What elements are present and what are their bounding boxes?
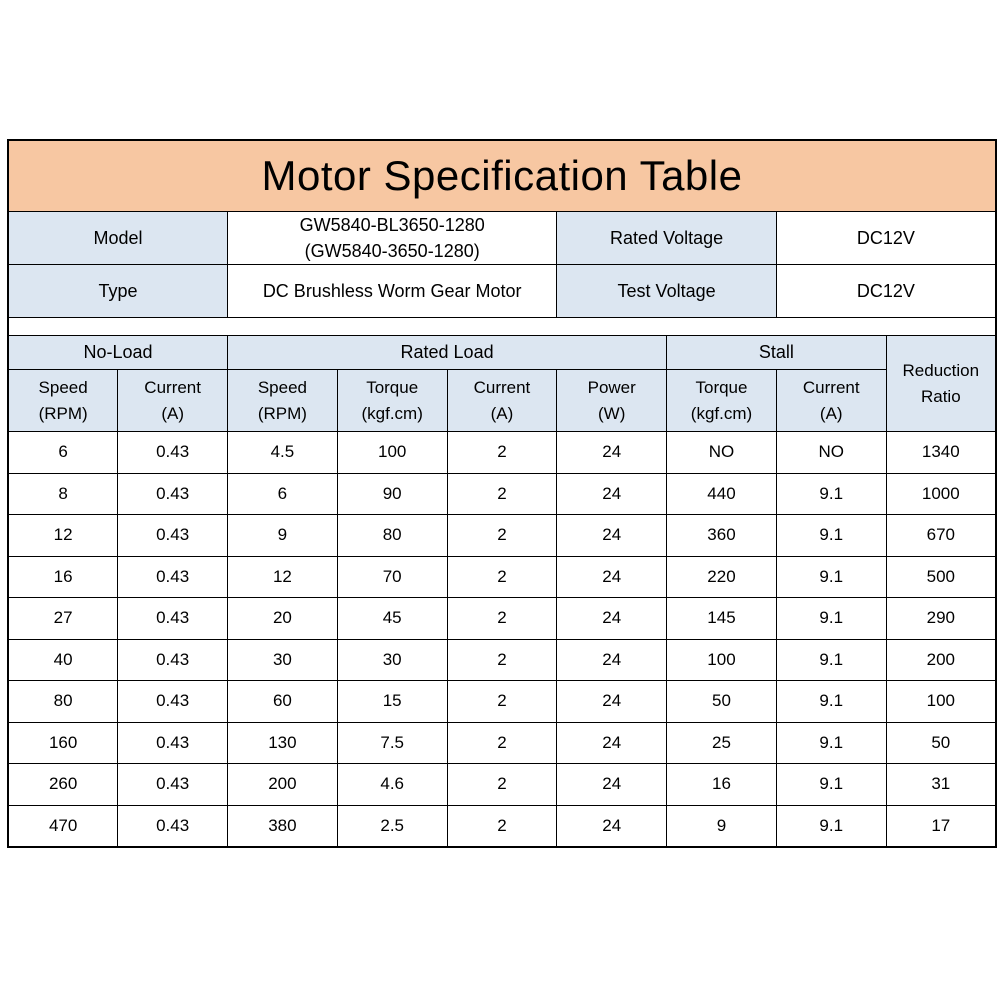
cell: 200 [228, 764, 338, 806]
cell: 9.1 [776, 473, 886, 515]
cell: 27 [8, 598, 118, 640]
cell: NO [776, 432, 886, 474]
cell: 220 [667, 556, 777, 598]
cell: 380 [228, 805, 338, 847]
cell: 24 [557, 473, 667, 515]
cell: 360 [667, 515, 777, 557]
type-label: Type [8, 265, 228, 318]
cell: 145 [667, 598, 777, 640]
cell: 24 [557, 598, 667, 640]
cell: 17 [886, 805, 996, 847]
cell: 31 [886, 764, 996, 806]
cell: 200 [886, 639, 996, 681]
column-header-7: Current (A) [776, 370, 886, 432]
cell: 260 [8, 764, 118, 806]
cell: 0.43 [118, 805, 228, 847]
table-row [8, 722, 996, 764]
cell: 670 [886, 515, 996, 557]
cell: 2 [447, 722, 557, 764]
cell: 9.1 [776, 805, 886, 847]
cell: 70 [337, 556, 447, 598]
cell: 100 [337, 432, 447, 474]
group-header-rated-load: Rated Load [228, 336, 667, 370]
table-row [8, 473, 996, 515]
model-value-line2: (GW5840-3650-1280) [304, 241, 480, 262]
test-voltage-label: Test Voltage [557, 265, 777, 318]
cell: 60 [228, 681, 338, 723]
cell: 2 [447, 515, 557, 557]
cell: 9.1 [776, 598, 886, 640]
table-row [8, 681, 996, 723]
motor-spec-table [7, 139, 997, 848]
cell: 2 [447, 473, 557, 515]
cell: 160 [8, 722, 118, 764]
cell: 500 [886, 556, 996, 598]
cell: 130 [228, 722, 338, 764]
rated-voltage-label: Rated Voltage [557, 212, 777, 265]
cell: 0.43 [118, 764, 228, 806]
cell: 80 [8, 681, 118, 723]
cell: 2 [447, 764, 557, 806]
cell: 24 [557, 639, 667, 681]
cell: 100 [667, 639, 777, 681]
table-row [8, 556, 996, 598]
cell: 12 [8, 515, 118, 557]
cell: 2 [447, 639, 557, 681]
column-header-3: Torque (kgf.cm) [337, 370, 447, 432]
cell: 0.43 [118, 598, 228, 640]
cell: 24 [557, 764, 667, 806]
cell: 2 [447, 681, 557, 723]
table-row [8, 598, 996, 640]
cell: 0.43 [118, 556, 228, 598]
model-label: Model [8, 212, 228, 265]
cell: 2.5 [337, 805, 447, 847]
cell: 50 [667, 681, 777, 723]
table-row [8, 764, 996, 806]
table-row [8, 515, 996, 557]
column-header-0: Speed (RPM) [8, 370, 118, 432]
cell: 290 [886, 598, 996, 640]
cell: 0.43 [118, 432, 228, 474]
cell: 4.5 [228, 432, 338, 474]
cell: 7.5 [337, 722, 447, 764]
cell: 24 [557, 805, 667, 847]
column-header-2: Speed (RPM) [228, 370, 338, 432]
cell: 9.1 [776, 515, 886, 557]
table-row [8, 639, 996, 681]
cell: 6 [228, 473, 338, 515]
cell: 45 [337, 598, 447, 640]
cell: 24 [557, 722, 667, 764]
cell: 24 [557, 432, 667, 474]
cell: 80 [337, 515, 447, 557]
cell: 25 [667, 722, 777, 764]
cell: 40 [8, 639, 118, 681]
cell: 24 [557, 681, 667, 723]
rated-voltage-value: DC12V [776, 212, 996, 265]
column-header-6: Torque (kgf.cm) [667, 370, 777, 432]
cell: 24 [557, 515, 667, 557]
column-header-reduction-ratio [886, 336, 996, 432]
cell: 2 [447, 805, 557, 847]
cell: 0.43 [118, 473, 228, 515]
table-row [8, 432, 996, 474]
cell: 0.43 [118, 639, 228, 681]
cell: 6 [8, 432, 118, 474]
cell: 2 [447, 432, 557, 474]
cell: 1340 [886, 432, 996, 474]
motor-spec-sheet [7, 139, 997, 848]
cell: 2 [447, 556, 557, 598]
reduction-ratio-line2: Ratio [920, 386, 961, 406]
cell: 30 [337, 639, 447, 681]
cell: 16 [667, 764, 777, 806]
table-spacer [8, 318, 996, 336]
cell: 90 [337, 473, 447, 515]
cell: 9.1 [776, 681, 886, 723]
model-value [228, 212, 557, 265]
cell: 1000 [886, 473, 996, 515]
cell: 0.43 [118, 722, 228, 764]
table-row [8, 805, 996, 847]
cell: 9.1 [776, 639, 886, 681]
cell: 0.43 [118, 681, 228, 723]
cell: NO [667, 432, 777, 474]
cell: 440 [667, 473, 777, 515]
cell: 12 [228, 556, 338, 598]
cell: 9 [667, 805, 777, 847]
cell: 9.1 [776, 764, 886, 806]
cell: 50 [886, 722, 996, 764]
cell: 9.1 [776, 722, 886, 764]
model-value-line1: GW5840-BL3650-1280 [299, 215, 485, 235]
cell: 9 [228, 515, 338, 557]
page-title: Motor Specification Table [8, 140, 996, 212]
cell: 0.43 [118, 515, 228, 557]
cell: 15 [337, 681, 447, 723]
column-header-4: Current (A) [447, 370, 557, 432]
cell: 100 [886, 681, 996, 723]
test-voltage-value: DC12V [776, 265, 996, 318]
cell: 30 [228, 639, 338, 681]
cell: 24 [557, 556, 667, 598]
cell: 9.1 [776, 556, 886, 598]
group-header-stall: Stall [667, 336, 887, 370]
column-header-5: Power (W) [557, 370, 667, 432]
column-header-1: Current (A) [118, 370, 228, 432]
type-value: DC Brushless Worm Gear Motor [228, 265, 557, 318]
cell: 4.6 [337, 764, 447, 806]
cell: 470 [8, 805, 118, 847]
group-header-no-load: No-Load [8, 336, 228, 370]
reduction-ratio-line1: Reduction [902, 361, 980, 381]
cell: 16 [8, 556, 118, 598]
cell: 8 [8, 473, 118, 515]
cell: 20 [228, 598, 338, 640]
cell: 2 [447, 598, 557, 640]
